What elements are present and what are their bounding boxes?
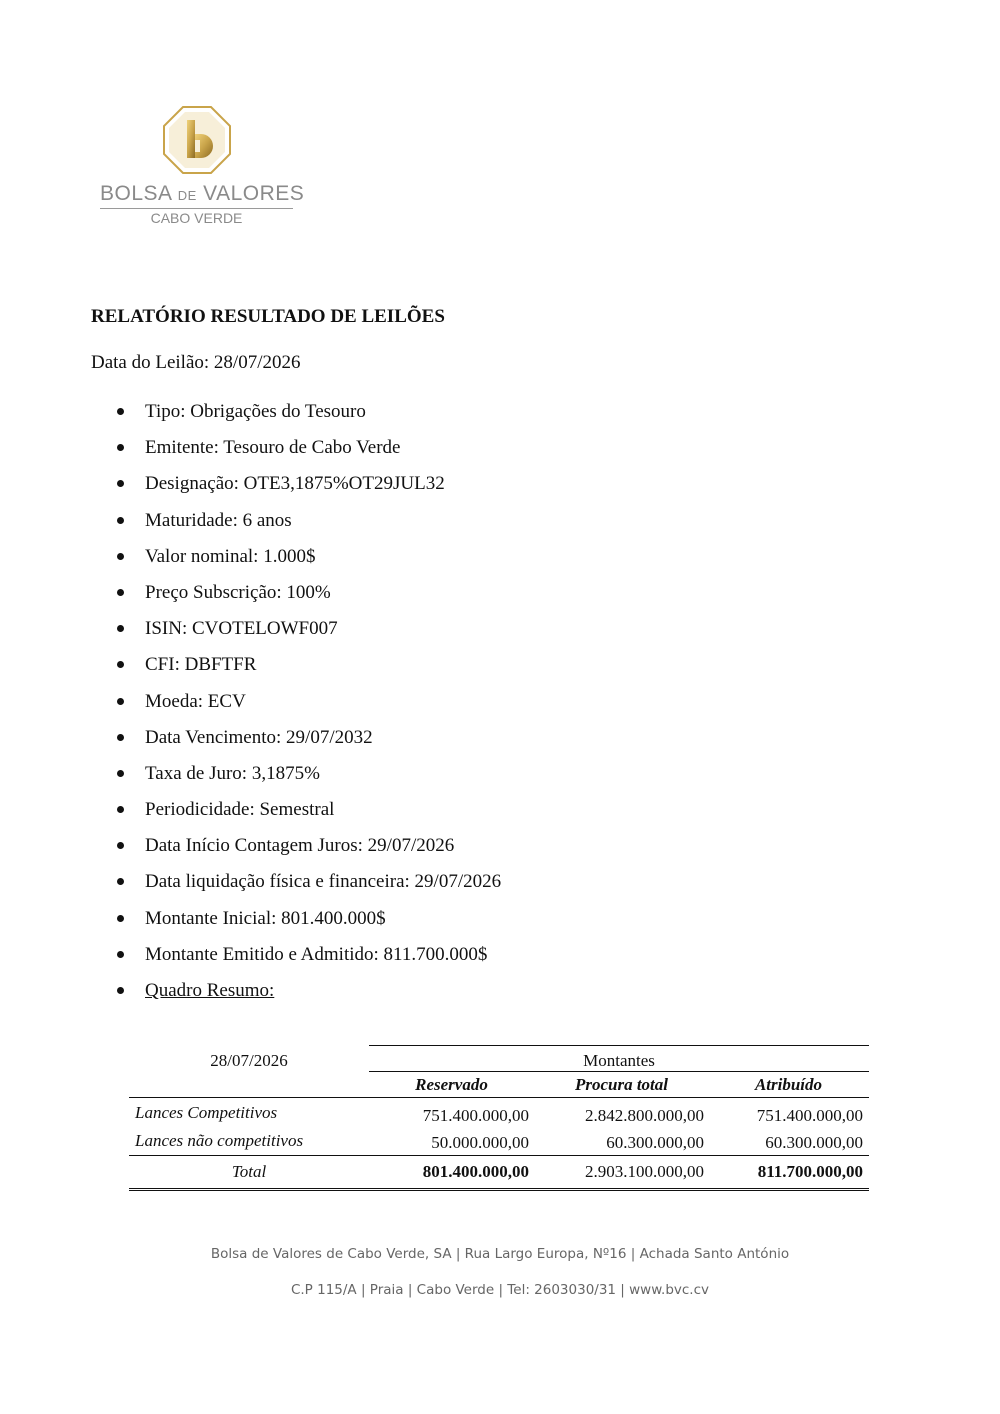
- logo-word-bolsa: BOLSA: [100, 182, 172, 205]
- list-item: Emitente: Tesouro de Cabo Verde: [145, 436, 501, 472]
- list-item: Periodicidade: Semestral: [145, 798, 501, 834]
- bvc-logo: [100, 106, 305, 226]
- list-item: Data Início Contagem Juros: 29/07/2026: [145, 834, 501, 870]
- table-group-header: Montantes: [583, 1051, 655, 1070]
- table-column-header-row: [129, 1071, 869, 1097]
- table-row: Lances Competitivos 751.400.000,00 2.842.800.000,00 751.400.000,00: [135, 1103, 863, 1125]
- table-row: Lances não competitivos 50.000.000,00 60.300.000,00 60.300.000,00: [129, 1125, 869, 1151]
- logo-word-valores: VALORES: [203, 182, 305, 205]
- table-date: 28/07/2026: [210, 1051, 288, 1070]
- list-item: Valor nominal: 1.000$: [145, 545, 501, 581]
- table-header-row: [129, 1045, 869, 1071]
- list-item: Data liquidação física e financeira: 29/07/2026: [145, 870, 501, 906]
- list-item: Taxa de Juro: 3,1875%: [145, 762, 501, 798]
- auction-date: Data do Leilão: 28/07/2026: [91, 352, 301, 373]
- list-item: Maturidade: 6 anos: [145, 509, 501, 545]
- logo-word-de: DE: [177, 188, 197, 203]
- auction-details-list: [145, 400, 501, 1015]
- column-header-reservado: Reservado: [415, 1075, 488, 1094]
- footer-address: Bolsa de Valores de Cabo Verde, SA | Rua Largo Europa, Nº16 | Achada Santo António: [210, 1246, 790, 1262]
- list-item: Tipo: Obrigações do Tesouro: [145, 400, 501, 436]
- footer-contact: C.P 115/A | Praia | Cabo Verde | Tel: 2603030/31 | www.bvc.cv: [290, 1282, 710, 1298]
- column-header-procura-total: Procura total: [574, 1075, 669, 1094]
- logo-wordmark: [100, 182, 305, 206]
- list-item: Data Vencimento: 29/07/2032: [145, 726, 501, 762]
- list-item: Montante Emitido e Admitido: 811.700.000$: [145, 943, 501, 979]
- list-item: CFI: DBFTFR: [145, 653, 501, 689]
- summary-table: [129, 1045, 869, 1185]
- logo-subtitle: CABO VERDE: [150, 210, 243, 226]
- table-bottom-rule: [129, 1188, 869, 1191]
- list-item-summary-heading: Quadro Resumo:: [145, 979, 501, 1015]
- list-item: Preço Subscrição: 100%: [145, 581, 501, 617]
- list-item: Moeda: ECV: [145, 690, 501, 726]
- column-header-atribuido: Atribuído: [754, 1075, 823, 1094]
- list-item: Designação: OTE3,1875%OT29JUL32: [145, 472, 501, 508]
- list-item: ISIN: CVOTELOWF007: [145, 617, 501, 653]
- table-total-row: Total 801.400.000,00 2.903.100.000,00 811.700.000,00: [129, 1155, 869, 1185]
- table-top-rule: [369, 1045, 869, 1046]
- list-item: Montante Inicial: 801.400.000$: [145, 907, 501, 943]
- bvc-logo-emblem-icon: [163, 106, 231, 174]
- logo-divider: [100, 208, 293, 209]
- report-title: RELATÓRIO RESULTADO DE LEILÕES: [91, 306, 445, 327]
